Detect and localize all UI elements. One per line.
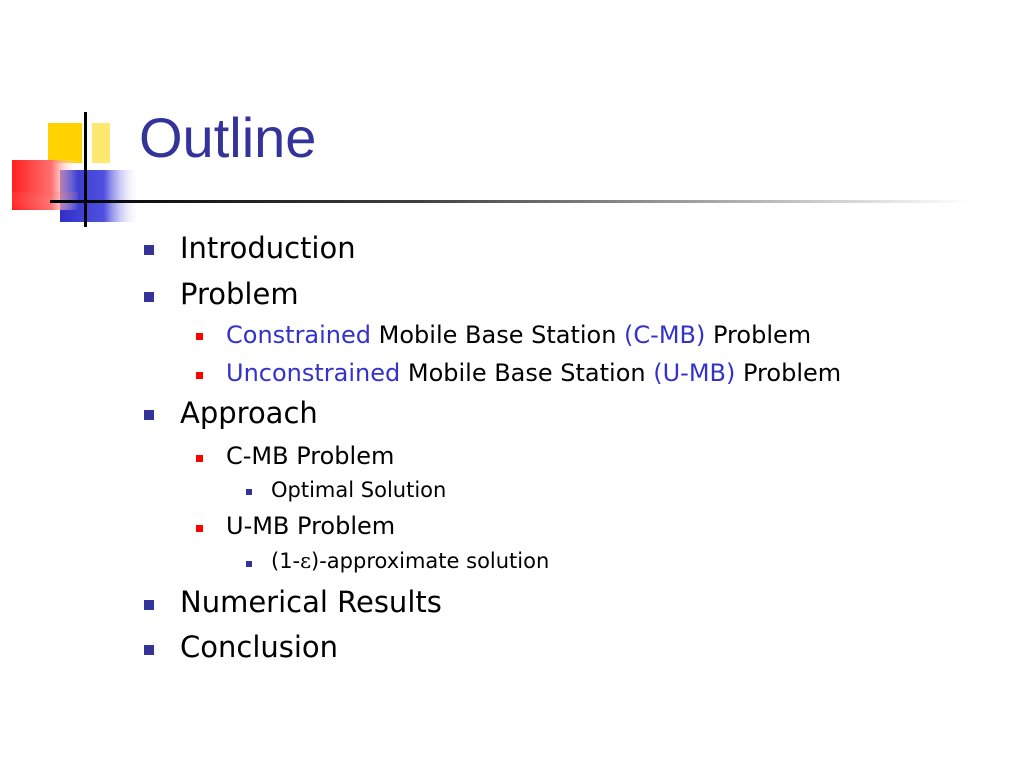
square-bullet-icon bbox=[144, 645, 154, 655]
end-text: Problem bbox=[735, 359, 842, 387]
square-bullet-icon bbox=[246, 489, 252, 495]
item-label bbox=[226, 361, 841, 385]
square-bullet-icon bbox=[144, 410, 154, 420]
item-label bbox=[226, 323, 811, 347]
square-bullet-icon bbox=[196, 372, 203, 379]
middle-text: Mobile Base Station bbox=[371, 321, 625, 349]
square-bullet-icon bbox=[144, 245, 154, 255]
highlight-text: Unconstrained bbox=[226, 359, 401, 387]
item-label: Numerical Results bbox=[180, 585, 442, 619]
item-label: Conclusion bbox=[180, 630, 339, 664]
abbreviation-text: (U-MB) bbox=[653, 359, 736, 387]
item-label: U-MB Problem bbox=[226, 512, 396, 540]
abbreviation-text: (C-MB) bbox=[624, 321, 706, 349]
item-label: C-MB Problem bbox=[226, 442, 395, 470]
item-label: Approach bbox=[180, 396, 318, 430]
square-bullet-icon bbox=[246, 561, 252, 567]
square-bullet-icon bbox=[144, 600, 154, 610]
item-label: Introduction bbox=[180, 231, 356, 265]
end-text: Problem bbox=[705, 321, 812, 349]
item-label: Optimal Solution bbox=[271, 478, 447, 502]
epsilon-symbol: ε bbox=[300, 549, 312, 573]
suffix-text: )-approximate solution bbox=[311, 549, 550, 573]
middle-text: Mobile Base Station bbox=[400, 359, 654, 387]
item-label bbox=[271, 551, 549, 572]
square-bullet-icon bbox=[196, 525, 203, 532]
square-bullet-icon bbox=[144, 292, 154, 302]
square-bullet-icon bbox=[196, 333, 203, 340]
item-label: Problem bbox=[180, 277, 299, 311]
square-bullet-icon bbox=[196, 455, 203, 462]
slide-title: Outline bbox=[139, 106, 317, 169]
prefix-text: (1- bbox=[271, 549, 301, 573]
highlight-text: Constrained bbox=[226, 321, 372, 349]
